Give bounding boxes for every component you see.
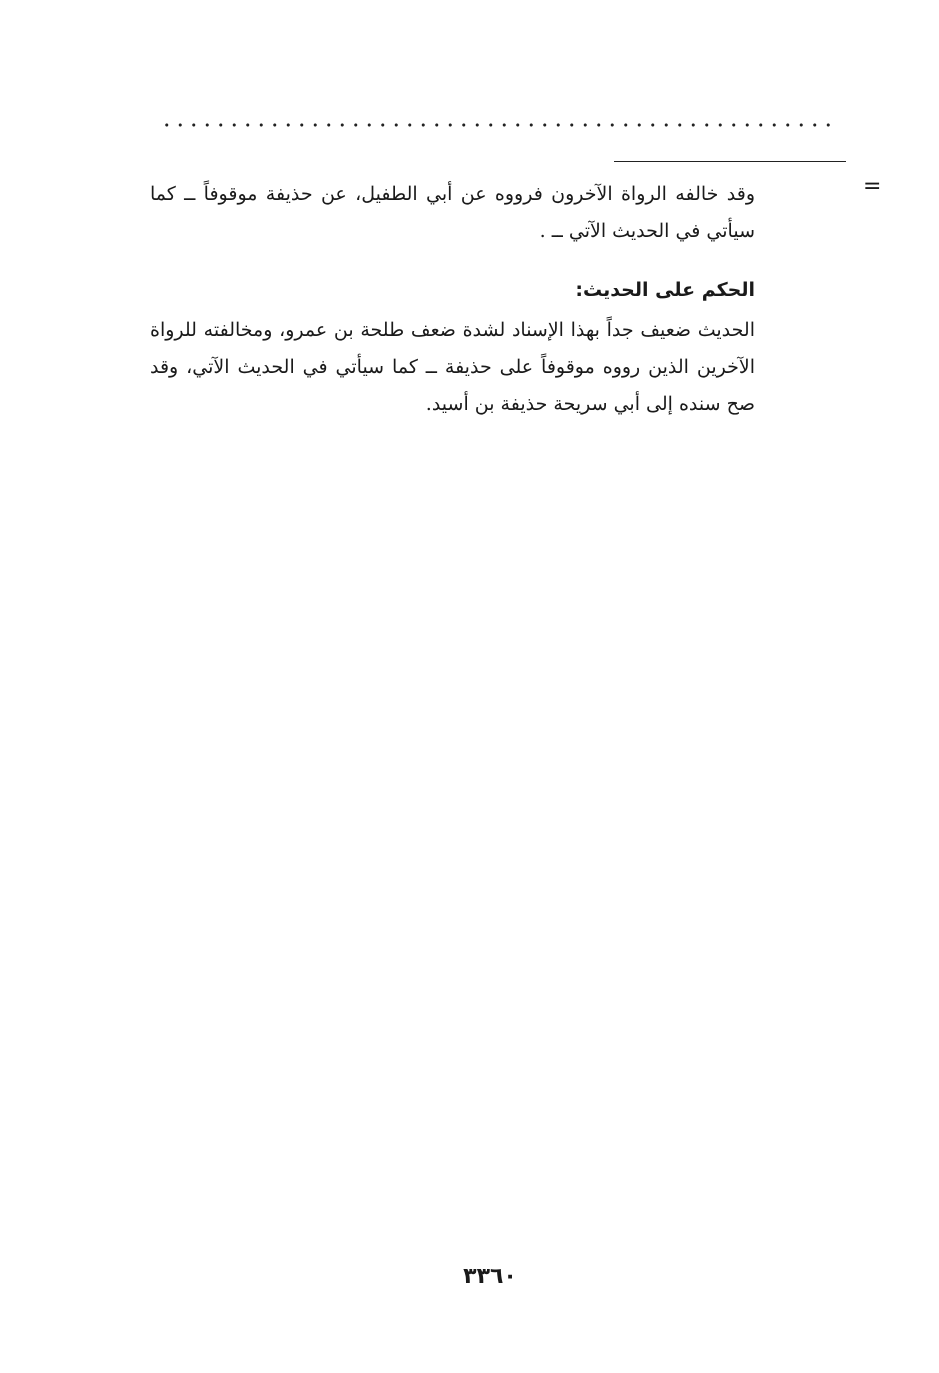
continuation-mark: = <box>863 174 882 199</box>
dotted-separator <box>160 122 838 128</box>
ruling-heading: الحكم على الحديث: <box>575 279 755 301</box>
page-number: ٣٣٦٠ <box>463 1264 517 1289</box>
footnote-rule <box>614 161 846 162</box>
footnote-paragraph: وقد خالفه الرواة الآخرون فرووه عن أبي الطفيل، عن حذيفة موقوفاً ــ كما سيأتي في الحديث الآتي ــ . <box>150 183 755 242</box>
ruling-paragraph: الحديث ضعيف جداً بهذا الإسناد لشدة ضعف طلحة بن عمرو، ومخالفته للرواة الآخرين الذين رووه موقوفاً على حذيفة ــ كما سيأتي في الحديث الآتي، وقد صح سنده إلى أبي سريحة حذيفة بن أسيد. <box>150 319 755 415</box>
